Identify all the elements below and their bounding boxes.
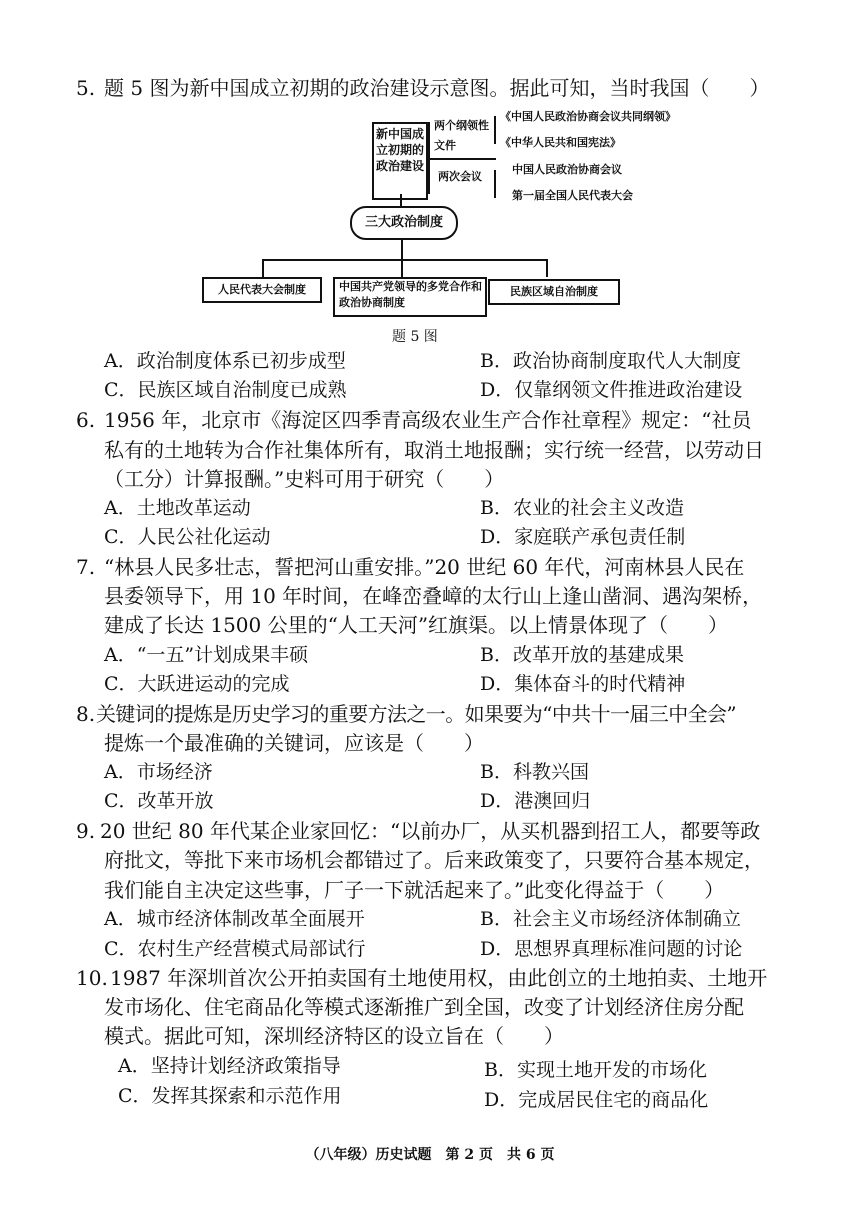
diagram-main-box <box>372 122 428 200</box>
question-number: 10. <box>76 966 108 990</box>
option-b: B．政治协商制度取代人大制度 <box>480 350 741 372</box>
option-d: D．家庭联产承包责任制 <box>480 526 686 548</box>
option-c: C．民族区域自治制度已成熟 <box>104 379 347 401</box>
connector <box>546 259 548 277</box>
option-c: C．人民公社化运动 <box>104 526 271 548</box>
question-stem-line: 县委领导下，用 10 年时间，在峰峦叠嶂的太行山上逢山凿洞、遇沟架桥， <box>104 584 763 608</box>
question-number: 8. <box>76 702 96 726</box>
figure-caption: 题 5 图 <box>392 329 438 345</box>
diagram-branch1-item: 《中国人民政治协商会议共同纲领》 <box>500 110 676 123</box>
question-stem-line: 1956 年，北京市《海淀区四季青高级农业生产合作社章程》规定：“社员 <box>104 408 752 432</box>
question-stem-line: （工分）计算报酬。”史料可用于研究（ ） <box>104 467 505 491</box>
question-stem-line: 20 世纪 80 年代某企业家回忆：“以前办厂，从买机器到招工人，都要等政 <box>100 819 761 843</box>
diagram-system-box <box>488 279 620 305</box>
connector <box>401 259 403 277</box>
system-label: 人民代表大会制度 <box>218 283 306 296</box>
option-b: B．社会主义市场经济体制确立 <box>480 908 741 930</box>
connector <box>401 238 403 260</box>
branch1-label-text: 两个纲领性文件 <box>434 119 489 152</box>
question-stem-line: “林县人民多壮志，誓把河山重安排。”20 世纪 60 年代，河南林县人民在 <box>104 555 745 579</box>
question-stem-line: 私有的土地转为合作社集体所有，取消土地报酬；实行统一经营，以劳动日 <box>104 438 764 462</box>
question-stem-line: 题 5 图为新中国成立初期的政治建设示意图。据此可知，当时我国（ ） <box>104 76 770 100</box>
option-d: D．仅靠纲领文件推进政治建设 <box>480 379 743 401</box>
option-a: A．土地改革运动 <box>104 497 251 519</box>
diagram-main-box-label: 新中国成立初期的政治建设 <box>375 127 424 173</box>
option-c: C．发挥其探索和示范作用 <box>118 1085 342 1107</box>
option-a: A．城市经济体制改革全面展开 <box>104 908 365 930</box>
option-d: D．港澳回归 <box>480 790 591 812</box>
question-number: 7. <box>76 555 96 579</box>
option-b: B．科教兴国 <box>480 761 589 783</box>
page-footer: （八年级）历史试题 第 2 页 共 6 页 <box>305 1147 555 1163</box>
connector <box>262 259 264 277</box>
question-stem-line: 府批文，等批下来市场机会都错过了。后来政策变了，只要符合基本规定， <box>104 848 764 872</box>
system-label: 民族区域自治制度 <box>510 285 598 298</box>
question-stem-line: 建成了长达 1500 公里的“人工天河”红旗渠。以上情景体现了（ ） <box>104 613 729 637</box>
diagram-branch2-item: 第一届全国人民代表大会 <box>512 189 633 202</box>
diagram-branch1-item: 《中华人民共和国宪法》 <box>500 136 621 149</box>
diagram-system-box <box>333 277 487 317</box>
oval-label: 三大政治制度 <box>364 215 443 230</box>
question-stem-line: 提炼一个最准确的关键词，应该是（ ） <box>104 731 484 755</box>
connector <box>494 170 496 198</box>
option-b: B．实现土地开发的市场化 <box>484 1059 707 1081</box>
diagram-branch2-label: 两次会议 <box>438 170 482 183</box>
option-c: C．大跃进运动的完成 <box>104 673 290 695</box>
figure-5-diagram <box>0 0 860 360</box>
diagram-oval <box>350 206 458 240</box>
question-number: 5. <box>76 76 96 100</box>
option-c: C．农村生产经营模式局部试行 <box>104 938 366 960</box>
option-a: A．“一五”计划成果丰硕 <box>104 644 309 666</box>
diagram-branch1-label <box>434 116 490 156</box>
system-label: 中国共产党领导的多党合作和政治协商制度 <box>339 280 482 309</box>
diagram-system-box <box>202 277 322 303</box>
question-stem-line: 我们能自主决定这些事，厂子一下就活起来了。”此变化得益于（ ） <box>104 878 725 902</box>
option-d: D．完成居民住宅的商品化 <box>484 1089 709 1111</box>
option-a: A．政治制度体系已初步成型 <box>104 350 346 372</box>
question-number: 6. <box>76 408 96 432</box>
option-d: D．思想界真理标准问题的讨论 <box>480 938 743 960</box>
option-b: B．改革开放的基建成果 <box>480 644 684 666</box>
option-d: D．集体奋斗的时代精神 <box>480 673 686 695</box>
connector <box>400 194 402 206</box>
option-a: A．坚持计划经济政策指导 <box>118 1055 341 1077</box>
option-b: B．农业的社会主义改造 <box>480 497 684 519</box>
diagram-branch2-item: 中国人民政治协商会议 <box>512 163 622 176</box>
connector <box>494 116 496 144</box>
question-stem-line: 关键词的提炼是历史学习的重要方法之一。如果要为“中共十一届三中全会” <box>96 702 737 726</box>
connector <box>262 259 548 261</box>
option-a: A．市场经济 <box>104 761 213 783</box>
question-stem-line: 1987 年深圳首次公开拍卖国有土地使用权，由此创立的土地拍卖、土地开 <box>110 966 768 990</box>
connector <box>430 158 496 160</box>
question-stem-line: 模式。据此可知，深圳经济特区的设立旨在（ ） <box>104 1024 564 1048</box>
option-c: C．改革开放 <box>104 790 214 812</box>
question-number: 9. <box>76 819 96 843</box>
question-stem-line: 发市场化、住宅商品化等模式逐渐推广到全国，改变了计划经济住房分配 <box>104 995 744 1019</box>
